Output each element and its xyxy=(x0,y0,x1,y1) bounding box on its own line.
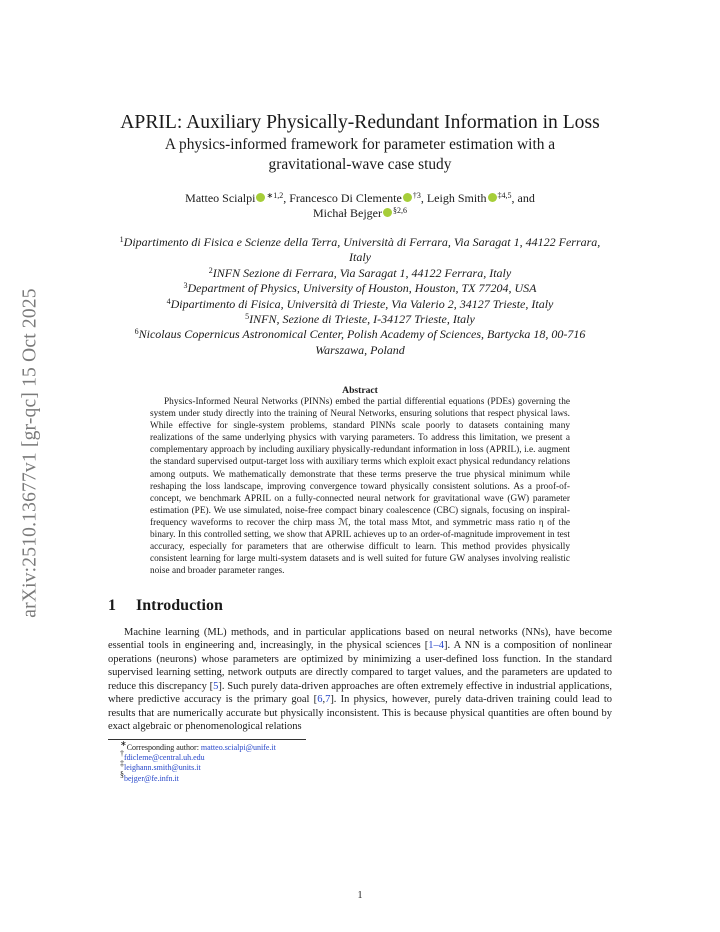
affiliation-number: 4 xyxy=(166,296,171,306)
footnote-item xyxy=(120,759,612,773)
author-marks: ∗1,2 xyxy=(266,191,284,200)
affiliation-item xyxy=(108,297,612,312)
abstract-section xyxy=(108,385,612,577)
email-link[interactable]: fdicleme@central.uh.edu xyxy=(124,753,205,763)
affiliation-item xyxy=(108,266,612,281)
orcid-icon[interactable] xyxy=(488,193,497,202)
affiliation-item xyxy=(108,312,612,327)
section-title: Introduction xyxy=(136,596,223,614)
paper-subtitle xyxy=(108,135,612,175)
intro-text: ]. A NN is a composition of nonlinear operations (neurons) whose parameters are optimized by minimizing a user-defined loss function. In the standard supervised learning setting, network outputs are directly compared to target values, and the parameters are updated to reduce this discrepancy [ xyxy=(108,640,612,692)
affiliation-item xyxy=(108,281,612,296)
email-link[interactable]: leighann.smith@units.it xyxy=(124,763,201,773)
footnote-mark: ∗ xyxy=(120,738,127,748)
affiliation-number: 3 xyxy=(183,281,188,291)
footnote-mark: § xyxy=(120,769,124,779)
author-marks: ‡4,5 xyxy=(497,191,512,200)
affiliation-item xyxy=(108,327,612,358)
affiliation-number: 5 xyxy=(245,312,250,322)
footnote-rule xyxy=(108,739,306,740)
introduction-paragraph xyxy=(108,626,612,734)
section-number: 1 xyxy=(108,596,116,614)
subtitle-line-2: gravitational-wave case study xyxy=(268,156,452,173)
email-link[interactable]: matteo.scialpi@unife.it xyxy=(200,742,276,752)
intro-text: ]. In physics, however, purely data-driven training could lead to results that are numerically accurate but physically inconsistent. This is because physical quantities are often bound by exact algebraic or phenomenological relations xyxy=(108,694,613,733)
affiliation-text: INFN, Sezione di Trieste, I-34127 Trieste, Italy xyxy=(249,312,475,327)
intro-text: Machine learning (ML) methods, and in particular applications based on neural networks (NNs), have become essential tools in engineering and, increasingly, in the physical sciences [ xyxy=(108,626,612,652)
author-separator: , xyxy=(283,191,290,205)
affiliation-text: Dipartimento di Fisica, Università di Trieste, Via Valerio 2, 34127 Trieste, Italy xyxy=(170,296,554,311)
affiliation-number: 6 xyxy=(134,327,139,337)
citation-link[interactable]: 6 xyxy=(317,694,323,706)
section-heading-introduction xyxy=(108,596,612,616)
subtitle-line-1: A physics-informed framework for parameter estimation with a xyxy=(164,136,556,153)
footnote-item xyxy=(120,738,612,753)
author-line-2 xyxy=(108,206,612,221)
affiliation-text: Dipartimento di Fisica e Scienze della Terra, Università di Ferrara, Via Saragat 1, 44122 Ferrara, Italy xyxy=(123,235,601,265)
paper-first-page xyxy=(108,110,612,784)
author-name: Matteo Scialpi xyxy=(185,191,256,205)
email-link[interactable]: bejger@fe.infn.it xyxy=(124,773,179,783)
affiliation-item xyxy=(108,235,612,266)
citation-link[interactable]: 1–4 xyxy=(428,640,444,652)
affiliation-number: 2 xyxy=(208,265,213,275)
affiliation-text: INFN Sezione di Ferrara, Via Saragat 1, 44122 Ferrara, Italy xyxy=(212,265,512,280)
arxiv-identifier-text: arXiv:2510.13677v1 [gr-qc] 15 Oct 2025 xyxy=(20,287,41,618)
author-marks: †3 xyxy=(412,191,421,200)
paper-title: APRIL: Auxiliary Physically-Redundant Information in Loss xyxy=(120,112,600,133)
affiliation-number: 1 xyxy=(119,235,124,244)
footnote-list xyxy=(108,738,612,784)
intro-text: , xyxy=(322,694,326,706)
footnote-mark: † xyxy=(120,749,124,759)
affiliation-list xyxy=(108,235,612,358)
citation-link[interactable]: 7 xyxy=(325,694,331,706)
author-separator: , and xyxy=(511,191,535,205)
citation-link[interactable]: 5 xyxy=(213,680,219,692)
footnote-label: Corresponding author: xyxy=(126,742,201,752)
orcid-icon[interactable] xyxy=(383,208,392,217)
affiliation-text: Department of Physics, University of Houston, Houston, TX 77204, USA xyxy=(187,281,537,296)
footnote-item xyxy=(120,749,612,763)
abstract-text: Physics-Informed Neural Networks (PINNs) embed the partial differential equations (PDEs) governing the system under study directly into the training of Neural Networks, ensuring solutions that respect physical laws. While effective for single-system problems, standard PINNs scale poorly to datasets containing many realizations of the same underlying physics with varying parameters. To address this limitation, we present a complementary approach by including auxiliary physically-redundant information in loss (APRIL), i.e. augment the standard supervised output-target loss with auxiliary terms which exploit exact physical redundancy relations among outputs. We mathematically demonstrate that these terms preserve the true physical minimum while reshaping the loss landscape, improving convergence toward physically consistent solutions. As a proof-of-concept, we benchmark APRIL on a fully-connected neural network for gravitational wave (GW) parameter estimation (PE). We use simulated, noise-free compact binary coalescence (CBC) signals, focusing on inspiral-frequency waveforms to recover the chirp mass ℳ, the total mass Mtot, and symmetric mass ratio η of the binary. In this controlled setting, we show that APRIL achieves up to an order-of-magnitude improvement in test accuracy, especially for parameters that are otherwise difficult to learn. This method provides physically consistent learning for large multi-system datasets and is well suited for future GW analyses involving realistic noise and broader parameter ranges. xyxy=(150,397,570,576)
author-separator: , xyxy=(420,191,427,205)
orcid-icon[interactable] xyxy=(403,193,412,202)
page-number: 1 xyxy=(357,890,363,901)
author-line-1 xyxy=(108,191,612,206)
orcid-icon[interactable] xyxy=(256,193,265,202)
author-list xyxy=(108,191,612,221)
affiliation-text: Nicolaus Copernicus Astronomical Center, Polish Academy of Sciences, Bartycka 18, 00-716 Warszawa, Poland xyxy=(138,327,586,357)
author-name: Michał Bejger xyxy=(313,206,382,220)
intro-text: ]. Such purely data-driven approaches are often extremely effective in industrial applications, where predictive accuracy is the primary goal [ xyxy=(108,680,612,706)
author-name: Francesco Di Clemente xyxy=(289,191,402,205)
author-name: Leigh Smith xyxy=(426,191,487,205)
arxiv-identifier-stamp xyxy=(20,265,42,640)
footnote-item xyxy=(120,769,612,784)
author-marks: §2,6 xyxy=(392,206,407,215)
footnote-mark: ‡ xyxy=(120,759,124,769)
abstract-heading: Abstract xyxy=(342,385,378,397)
